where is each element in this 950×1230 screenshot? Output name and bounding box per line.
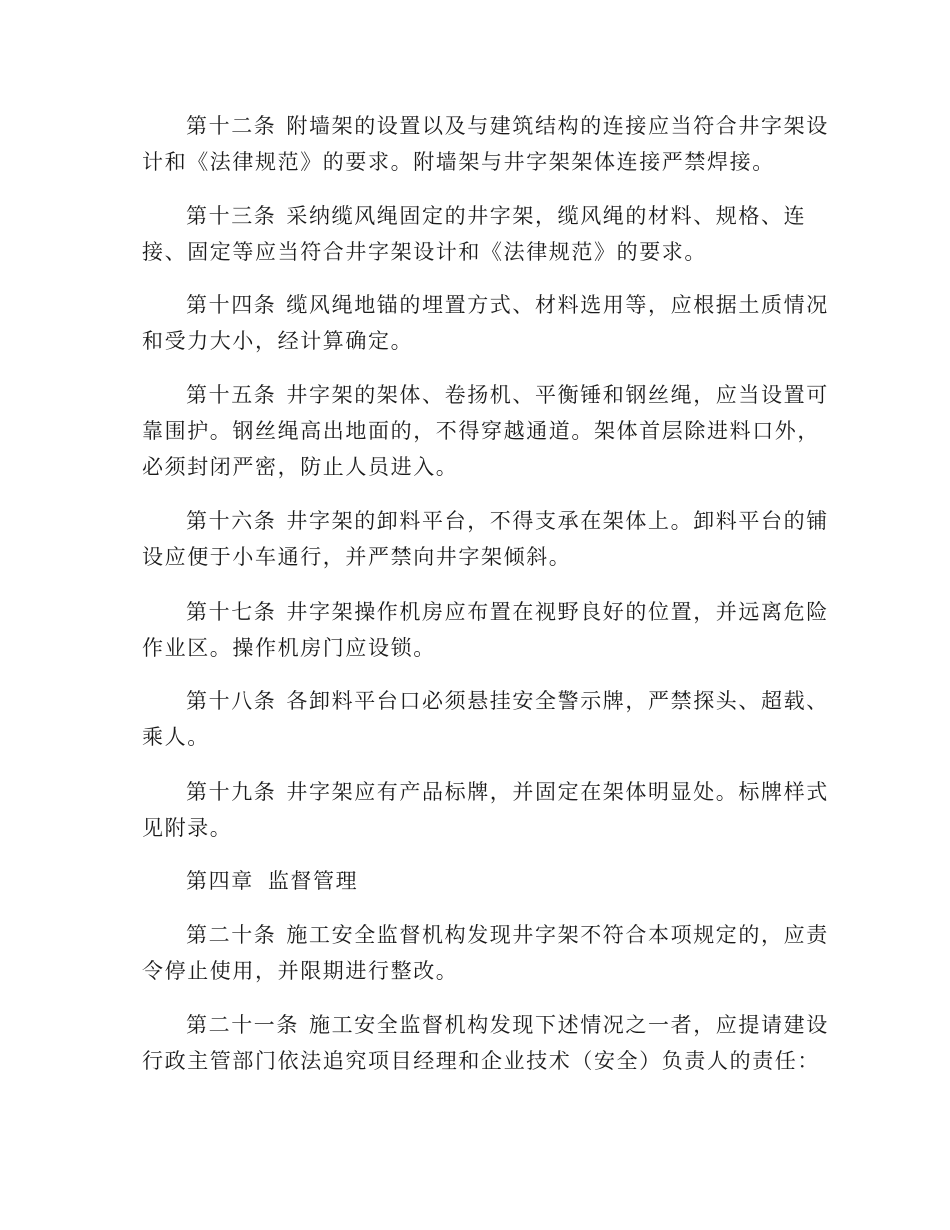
article-text: 采纳缆风绳固定的井字架，缆风绳的材料、规格、连: [286, 204, 807, 228]
article-text: 接、固定等应当符合井字架设计和《法律规范》的要求。: [142, 240, 707, 264]
article-text: 靠围护。钢丝绳高出地面的，不得穿越通道。架体首层除进料口外，: [142, 419, 820, 443]
chapter-title: 监督管理: [267, 869, 359, 893]
article-text: 行政主管部门依法追究项目经理和企业技术（安全）负责人的责任：: [142, 1049, 820, 1073]
article-18: [142, 683, 829, 755]
article-16: [142, 503, 829, 575]
article-13: [142, 198, 810, 270]
article-text: 施工安全监督机构发现下述情况之一者，应提请建设: [309, 1013, 829, 1037]
article-17: [142, 594, 829, 666]
article-19: [142, 774, 829, 846]
article-label: 第十八条: [186, 689, 277, 713]
article-label: 第十七条: [186, 600, 277, 624]
article-text: 缆风绳地锚的埋置方式、材料选用等，应根据土质情况: [286, 293, 829, 317]
article-label: 第十三条: [186, 204, 277, 228]
article-20: [142, 917, 829, 989]
article-text: 井字架的架体、卷扬机、平衡锤和钢丝绳，应当设置可: [286, 383, 829, 407]
article-text: 乘人。: [142, 725, 210, 749]
article-label: 第十六条: [186, 509, 277, 533]
chapter-heading: [186, 863, 358, 899]
article-12: [142, 108, 829, 180]
article-label: 第十五条: [186, 383, 277, 407]
article-15: [142, 377, 829, 485]
article-text: 井字架应有产品标牌，并固定在架体明显处。标牌样式: [286, 780, 829, 804]
article-label: 第二十条: [186, 923, 277, 947]
article-text: 必须封闭严密，防止人员进入。: [142, 455, 459, 479]
article-text: 计和《法律规范》的要求。附墙架与井字架架体连接严禁焊接。: [142, 150, 775, 174]
article-14: [142, 287, 829, 359]
article-label: 第二十一条: [186, 1013, 299, 1037]
article-text: 施工安全监督机构发现井字架不符合本项规定的，应责: [286, 923, 829, 947]
article-text: 作业区。操作机房门应设锁。: [142, 636, 436, 660]
article-text: 和受力大小，经计算确定。: [142, 329, 414, 353]
article-21: [142, 1007, 829, 1079]
article-text: 井字架的卸料平台，不得支承在架体上。卸料平台的铺: [286, 509, 829, 533]
chapter-label: 第四章: [186, 869, 254, 893]
article-text: 设应便于小车通行，并严禁向井字架倾斜。: [142, 545, 572, 569]
article-text: 令停止使用，并限期进行整改。: [142, 959, 459, 983]
article-text: 各卸料平台口必须悬挂安全警示牌，严禁探头、超载、: [286, 689, 829, 713]
article-text: 附墙架的设置以及与建筑结构的连接应当符合井字架设: [286, 114, 829, 138]
article-label: 第十二条: [186, 114, 277, 138]
article-label: 第十四条: [186, 293, 277, 317]
article-label: 第十九条: [186, 780, 277, 804]
article-text: 见附录。: [142, 816, 233, 840]
article-text: 井字架操作机房应布置在视野良好的位置，并远离危险: [286, 600, 829, 624]
